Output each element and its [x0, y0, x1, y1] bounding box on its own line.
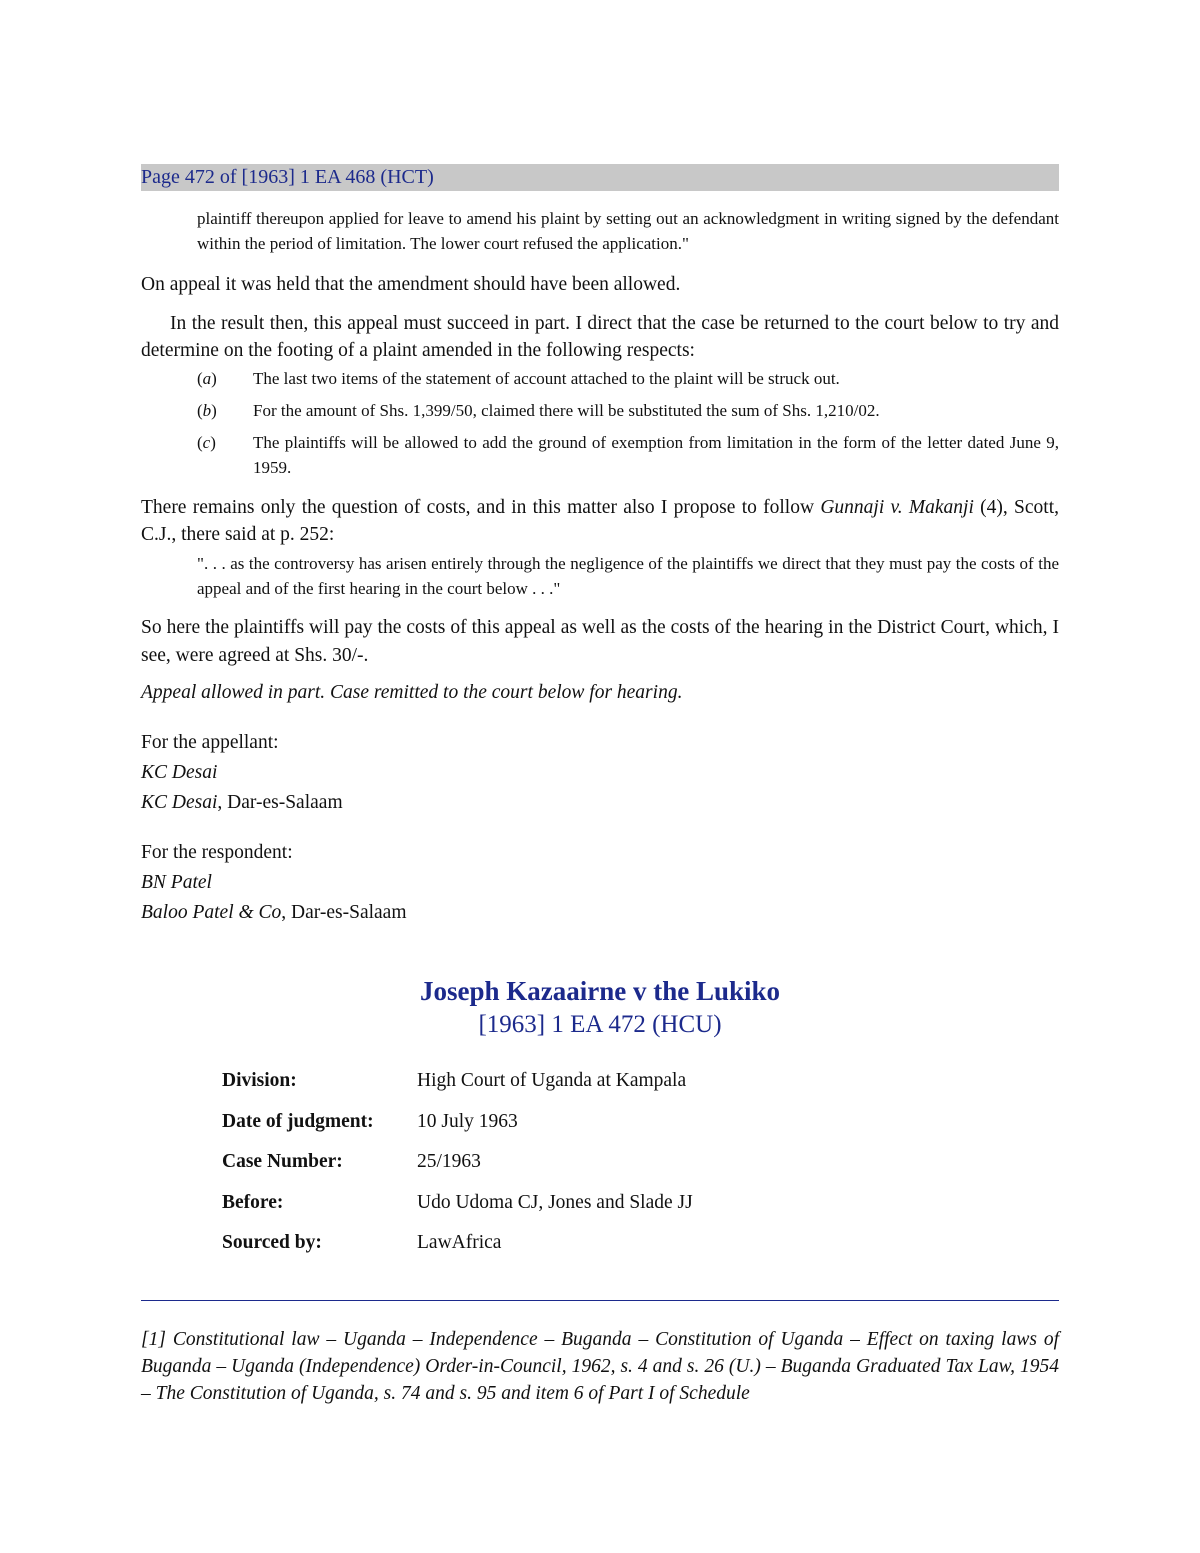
meta-label: Case Number:: [222, 1151, 343, 1172]
meta-label: Before:: [222, 1192, 284, 1213]
list-item-text: The plaintiffs will be allowed to add the ground of exemption from limitation in the form of the letter dated June 9, 1959.: [253, 433, 1059, 477]
list-marker: (a): [197, 369, 217, 388]
meta-value: 25/1963: [417, 1151, 481, 1172]
counsel-advocate: KC Desai: [141, 762, 218, 783]
list-item-c: [197, 430, 1059, 480]
keywords-paragraph: [1] Constitutional law – Uganda – Independence – Buganda – Constitution of Uganda – Effect on taxing laws of Buganda – Uganda (Independence) Order-in-Council, 1962, s. 4 and s. 26 (U.) – Buganda Graduated Tax Law, 1954 – The Constitution of Uganda, s. 74 and s. 95 and item 6 of Part I of Schedule: [141, 1329, 1059, 1404]
case-title: Joseph Kazaairne v the Lukiko: [419, 976, 781, 1006]
page-header-bar: [141, 164, 1059, 191]
paragraph-costs: There remains only the question of costs, and in this matter also I propose to follow Gunnaji v. Makanji (4), Scott, C.J., there said at p. 252:: [141, 497, 1059, 545]
list-marker: (c): [197, 433, 216, 452]
meta-label: Date of judgment:: [222, 1111, 374, 1132]
section-divider: [141, 1300, 1059, 1301]
list-marker: (b): [197, 401, 217, 420]
paragraph-appeal-held: On appeal it was held that the amendment should have been allowed.: [141, 274, 681, 295]
cited-case-name: Gunnaji v. Makanji: [820, 497, 974, 518]
meta-value: LawAfrica: [417, 1232, 502, 1253]
list-item-text: The last two items of the statement of account attached to the plaint will be struck out.: [253, 369, 840, 388]
case-citation: [1963] 1 EA 472 (HCU): [478, 1011, 722, 1038]
counsel-firm: KC Desai, Dar-es-Salaam: [141, 792, 343, 813]
paragraph-result: In the result then, this appeal must succeed in part. I direct that the case be returned to the court below to try and determine on the footing of a plaint amended in the following respects:: [141, 313, 1059, 361]
counsel-label: For the appellant:: [141, 732, 279, 753]
counsel-label: For the respondent:: [141, 842, 293, 863]
block-quote-plaint: plaintiff thereupon applied for leave to amend his plaint by setting out an acknowledgment in writing signed by the defendant within the period of limitation. The lower court refused the application.": [197, 209, 1059, 253]
list-item-text: For the amount of Shs. 1,399/50, claimed there will be substituted the sum of Shs. 1,210/02.: [253, 401, 880, 420]
page-reference: Page 472 of [1963] 1 EA 468 (HCT): [141, 166, 434, 188]
meta-value: Udo Udoma CJ, Jones and Slade JJ: [417, 1192, 693, 1213]
meta-label: Division:: [222, 1070, 297, 1091]
paragraph-plaintiffs-pay: So here the plaintiffs will pay the costs of this appeal as well as the costs of the hearing in the District Court, which, I see, were agreed at Shs. 30/-.: [141, 617, 1059, 666]
counsel-advocate: BN Patel: [141, 872, 212, 893]
meta-value: 10 July 1963: [417, 1111, 518, 1132]
meta-value: High Court of Uganda at Kampala: [417, 1070, 687, 1091]
list-item-b: [197, 398, 1059, 423]
counsel-appellant: [141, 728, 1059, 818]
meta-label: Sourced by:: [222, 1232, 322, 1253]
counsel-respondent: [141, 838, 1059, 928]
block-quote-costs: ". . . as the controversy has arisen entirely through the negligence of the plaintiffs we direct that they must pay the costs of the appeal and of the first hearing in the court below . . .": [197, 554, 1059, 598]
paragraph-disposition: Appeal allowed in part. Case remitted to the court below for hearing.: [141, 682, 683, 703]
list-item-a: [197, 366, 1059, 391]
counsel-firm: Baloo Patel & Co, Dar-es-Salaam: [141, 902, 407, 923]
